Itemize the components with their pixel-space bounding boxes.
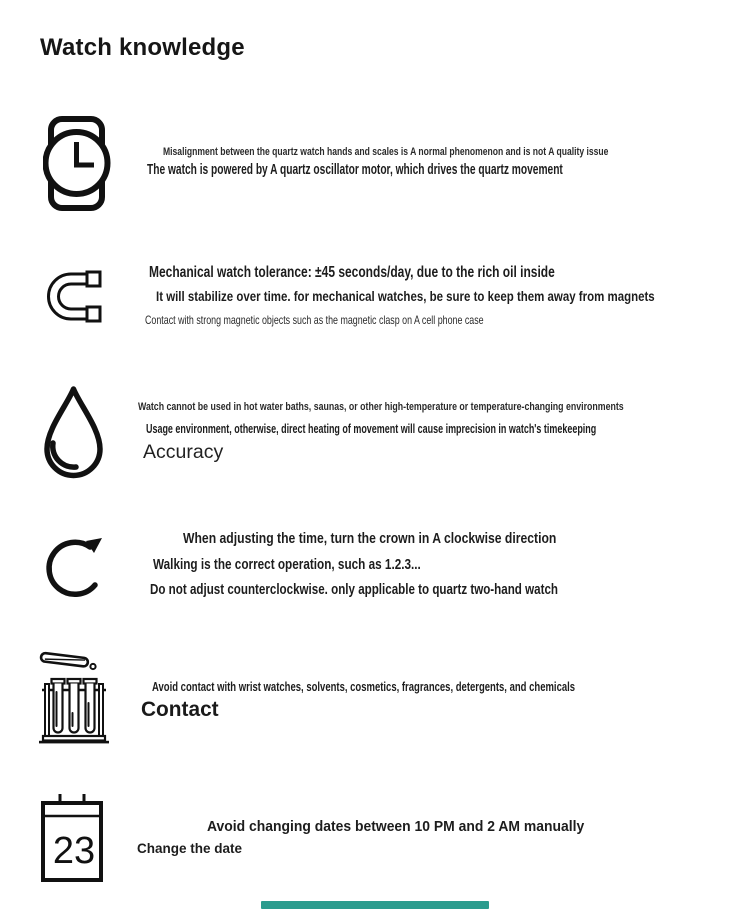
calendar-icon [40,793,104,883]
section-line: Avoid contact with wrist watches, solvents, cosmetics, fragrances, detergents, and chemicals [152,680,576,694]
section-line: When adjusting the time, turn the crown in A clockwise direction [183,531,557,547]
test-tubes-icon [36,648,112,744]
section-line: Change the date [137,841,243,856]
section-heading: Accuracy [143,441,224,463]
calendar-day-text: 23 [52,830,96,872]
section-line: Walking is the correct operation, such as 1.2.3... [153,557,421,573]
bottom-accent-bar [261,901,489,909]
section-line: Watch cannot be used in hot water baths, saunas, or other high-temperature or temperature-changing environments [138,401,624,413]
water-drop-icon [40,383,107,483]
section-line: Avoid changing dates between 10 PM and 2 AM manually [207,819,585,835]
section-line: The watch is powered by A quartz oscillator motor, which drives the quartz movement [147,161,563,178]
section-line: Do not adjust counterclockwise. only applicable to quartz two-hand watch [150,582,558,598]
magnet-icon [43,268,103,325]
page-title: Watch knowledge [40,34,245,61]
section-line: Contact with strong magnetic objects such as the magnetic clasp on A cell phone case [145,313,484,327]
section-heading: Contact [141,697,219,721]
section-line: Misalignment between the quartz watch hands and scales is A normal phenomenon and is not A quality issue [163,146,609,158]
watch-icon [43,116,111,211]
section-line: Mechanical watch tolerance: ±45 seconds/day, due to the rich oil inside [149,264,555,281]
section-line: Usage environment, otherwise, direct heating of movement will cause imprecision in watch's timekeeping [146,421,597,436]
clockwise-arrow-icon [45,528,110,606]
section-line: It will stabilize over time. for mechanical watches, be sure to keep them away from magnets [156,289,655,304]
